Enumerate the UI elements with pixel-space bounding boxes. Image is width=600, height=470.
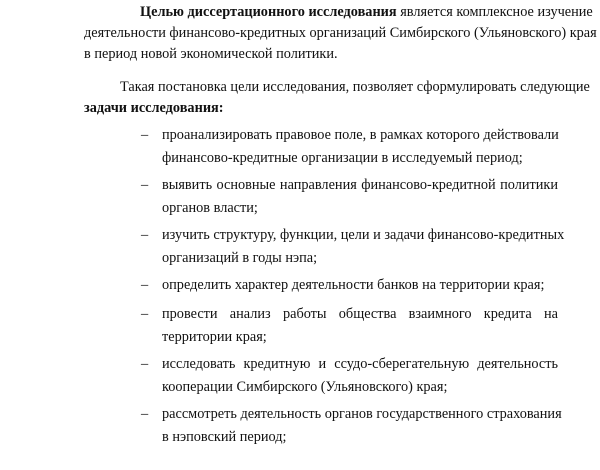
list-item-line-2: в нэповский период; <box>162 429 287 445</box>
list-item-line-1: проанализировать правовое поле, в рамках которого действовали <box>162 127 559 143</box>
paragraph-1-line-1-rest: является комплексное изучение <box>396 4 593 20</box>
research-goal-lead: Целью диссертационного исследования <box>140 4 397 20</box>
list-item-line-2: кооперации Симбирского (Ульяновского) края; <box>162 379 448 395</box>
list-item-line-2: организаций в годы нэпа; <box>162 250 318 266</box>
list-marker: – <box>141 277 149 293</box>
list-item-line-1: определить характер деятельности банков на территории края; <box>162 277 545 293</box>
paragraph-1-line-2: деятельности финансово-кредитных организаций Симбирского (Ульяновского) края <box>84 25 597 41</box>
list-marker: – <box>141 356 149 372</box>
list-item-line-1: исследовать кредитную и ссудо-сберегательную деятельность <box>162 356 558 372</box>
paragraph-1-line-1 <box>140 4 593 21</box>
list-item-line-1: рассмотреть деятельность органов государственного страхования <box>162 406 562 422</box>
list-item-line-2: территории края; <box>162 329 267 345</box>
list-marker: – <box>141 177 149 193</box>
paragraph-2-line-1: Такая постановка цели исследования, позволяет сформулировать следующие <box>120 79 590 95</box>
list-item-line-1: выявить основные направления финансово-кредитной политики <box>162 177 558 193</box>
list-marker: – <box>141 406 149 422</box>
list-marker: – <box>141 127 149 143</box>
list-item-line-1: провести анализ работы общества взаимного кредита на <box>162 306 558 322</box>
paragraph-1-line-3: в период новой экономической политики. <box>84 46 338 62</box>
list-marker: – <box>141 306 149 322</box>
list-marker: – <box>141 227 149 243</box>
list-item-line-2: органов власти; <box>162 200 258 216</box>
research-tasks-heading: задачи исследования: <box>84 100 224 116</box>
list-item-line-1: изучить структуру, функции, цели и задачи финансово-кредитных <box>162 227 565 243</box>
list-item-line-2: финансово-кредитные организации в исследуемый период; <box>162 150 523 166</box>
